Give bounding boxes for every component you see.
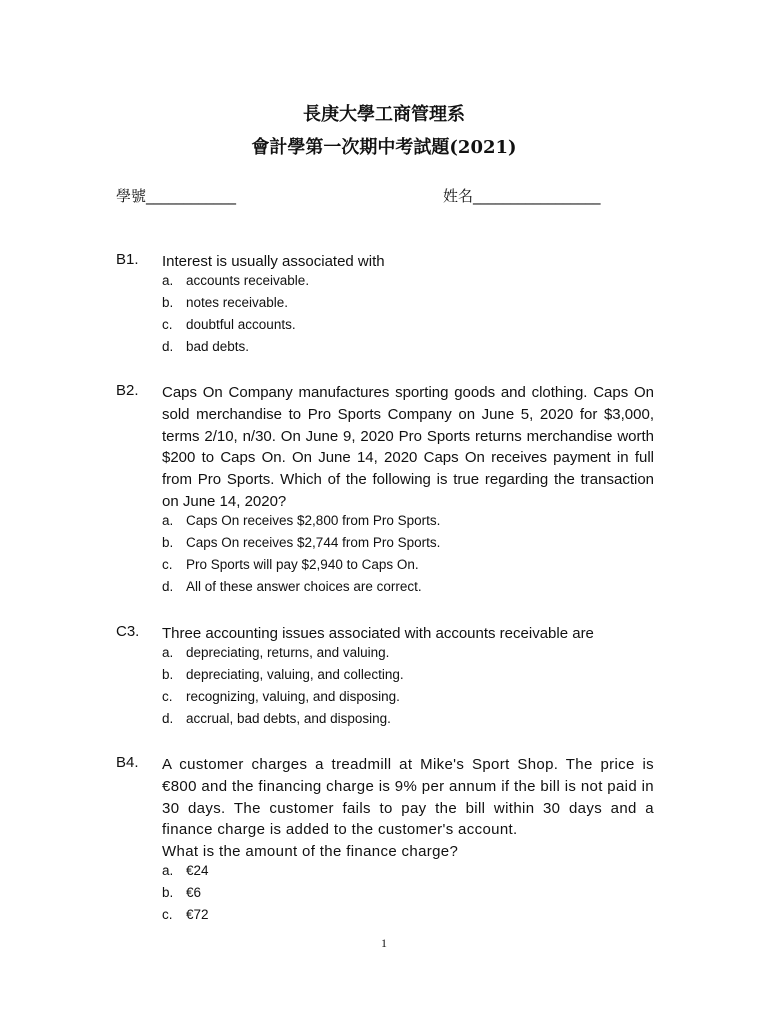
option-letter: b. [162,295,174,310]
question-paragraph: Interest is usually associated with [162,253,385,270]
answer-option [162,532,652,554]
option-text: Caps On receives $2,744 from Pro Sports. [186,535,441,550]
answer-options [162,642,652,730]
answer-options [162,270,652,358]
question-number: B2. [116,382,139,399]
question-paragraph: Caps On Company manufactures sporting goods and clothing. Caps On sold merchandise to Pro Sports Company on June 5, 2020 for $3,000, terms 2/10, n/30. On June 9, 2020 Pro Sports returns merchandise worth $200 to Caps On. On June 14, 2020 Caps On receives payment in full from Pro Sports. Which of the following is true regarding the transaction on June 14, 2020? [162,384,654,510]
option-letter: b. [162,667,174,682]
answer-options [162,860,652,926]
option-text: notes receivable. [186,295,289,310]
exam-title: 會計學第一次期中考試題(2021) [251,137,517,158]
option-letter: d. [162,579,174,594]
option-letter: a. [162,513,174,528]
option-letter: c. [162,317,173,332]
option-text: All of these answer choices are correct. [186,579,422,594]
option-text: €24 [186,863,209,878]
option-text: accrual, bad debts, and disposing. [186,711,391,726]
document-title: 長庚大學工商管理系 [303,104,465,125]
question-text [162,382,654,513]
option-letter: c. [162,689,173,704]
answer-option [162,904,652,926]
answer-option [162,708,652,730]
answer-option [162,576,652,598]
answer-options [162,510,652,598]
answer-option [162,314,652,336]
option-letter: b. [162,885,174,900]
name-field: 姓名_________________ [443,187,601,205]
option-text: accounts receivable. [186,273,310,288]
answer-option [162,686,652,708]
question-number: C3. [116,623,140,640]
page-number: 1 [381,936,387,950]
question-number: B1. [116,251,139,268]
option-letter: b. [162,535,174,550]
option-letter: d. [162,711,174,726]
answer-option [162,642,652,664]
question-paragraph: A customer charges a treadmill at Mike's Sport Shop. The price is €800 and the financing charge is 9% per annum if the bill is not paid in 30 days. The customer fails to pay the bill within 30 days and a finance charge is added to the customer's account. [162,756,654,839]
option-letter: c. [162,907,173,922]
option-letter: d. [162,339,174,354]
option-letter: a. [162,645,174,660]
question-paragraph: Three accounting issues associated with accounts receivable are [162,625,594,642]
answer-option [162,554,652,576]
option-letter: a. [162,863,174,878]
question-paragraph: What is the amount of the finance charge? [162,843,459,861]
option-text: bad debts. [186,339,250,354]
option-text: €72 [186,907,209,922]
option-text: depreciating, valuing, and collecting. [186,667,404,682]
option-text: doubtful accounts. [186,317,296,332]
answer-option [162,510,652,532]
option-text: Caps On receives $2,800 from Pro Sports. [186,513,441,528]
answer-option [162,336,652,358]
student-id-field: 學號____________ [116,187,237,205]
option-letter: a. [162,273,174,288]
option-letter: c. [162,557,173,572]
question-number: B4. [116,754,139,771]
answer-option [162,860,652,882]
option-text: €6 [186,885,202,900]
option-text: depreciating, returns, and valuing. [186,645,390,660]
option-text: recognizing, valuing, and disposing. [186,689,400,704]
question-text [162,754,654,863]
answer-option [162,270,652,292]
answer-option [162,882,652,904]
answer-option [162,664,652,686]
option-text: Pro Sports will pay $2,940 to Caps On. [186,557,419,572]
answer-option [162,292,652,314]
